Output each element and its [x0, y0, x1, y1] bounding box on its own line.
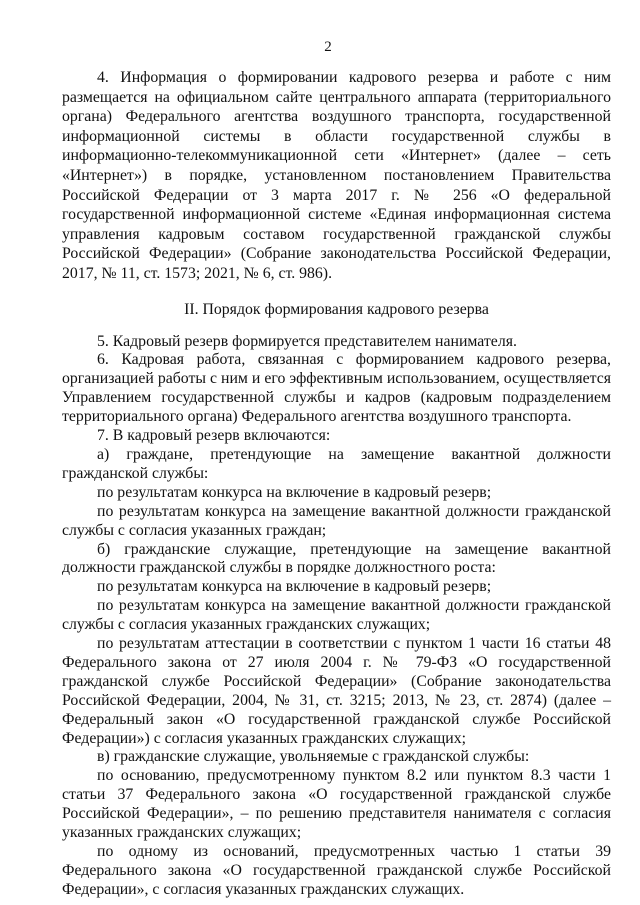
paragraph-7b: б) гражданские служащие, претендующие на замещение вакантной должности гражданской службы в порядке должностного роста:: [62, 540, 611, 577]
paragraph-7b-item-2: по результатам конкурса на замещение вакантной должности гражданской службы с согласия указанных гражданских служащих;: [62, 597, 611, 634]
section-heading: II. Порядок формирования кадрового резерва: [184, 300, 489, 318]
document-body: [62, 68, 611, 900]
page-number: 2: [324, 39, 332, 55]
paragraph-5: 5. Кадровый резерв формируется представителем нанимателя.: [97, 332, 517, 350]
paragraph-7v-item-1: по основанию, предусмотренному пунктом 8.2 или пунктом 8.3 части 1 статьи 37 Федерального закона «О государственной гражданской службе Российской Федерации», – по решению представителя нанимателя с согласия указанных гражданских служащих;: [62, 767, 611, 842]
paragraph-7a: а) граждане, претендующие на замещение вакантной должности гражданской службы:: [62, 445, 611, 482]
paragraph-7v-item-2: по одному из оснований, предусмотренных частью 1 статьи 39 Федерального закона «О государственной гражданской службе Российской Федерации», с согласия указанных гражданских служащих.: [62, 843, 611, 898]
paragraph-4: 4. Информация о формировании кадрового резерва и работе с ним размещается на официальном сайте центрального аппарата (территориального органа) Федерального агентства воздушного транспорта, государственной информационной системы в области государственной службы в информационно-телекоммуникационной сети «Интернет» (далее – сеть «Интернет») в порядке, установленном постановлением Правительства Российской Федерации от 3 марта 2017 г. № 256 «О федеральной государственной информационной системе «Единая информационная система управления кадровым составом государственной гражданской службы Российской Федерации» (Собрание законодательства Российской Федерации, 2017, № 11, ст. 1573; 2021, № 6, ст. 986).: [62, 69, 611, 282]
paragraph-7: 7. В кадровый резерв включаются:: [97, 427, 331, 445]
paragraph-7v: в) гражданские служащие, увольняемые с гражданской службы:: [97, 748, 530, 766]
paragraph-7b-item-3: по результатам аттестации в соответствии с пунктом 1 части 16 статьи 48 Федерального закона от 27 июля 2004 г. № 79-ФЗ «О государственной гражданской службе Российской Федерации» (Собрание законодательства Российской Федерации, 2004, № 31, ст. 3215; 2013, № 23, ст. 2874) (далее – Федеральный закон «О государственной гражданской службе Российской Федерации») с согласия указанных гражданских служащих;: [62, 635, 611, 747]
paragraph-7b-item-1: по результатам конкурса на включение в кадровый резерв;: [97, 578, 492, 596]
paragraph-7a-item-1: по результатам конкурса на включение в кадровый резерв;: [97, 483, 492, 501]
paragraph-7a-item-2: по результатам конкурса на замещение вакантной должности гражданской службы с согласия указанных граждан;: [62, 502, 611, 539]
paragraph-6: 6. Кадровая работа, связанная с формированием кадрового резерва, организацией работы с ним и его эффективным использованием, осуществляется Управлением государственной службы и кадров (кадровым подразделением территориального органа) Федерального агентства воздушного транспорта.: [62, 351, 611, 426]
